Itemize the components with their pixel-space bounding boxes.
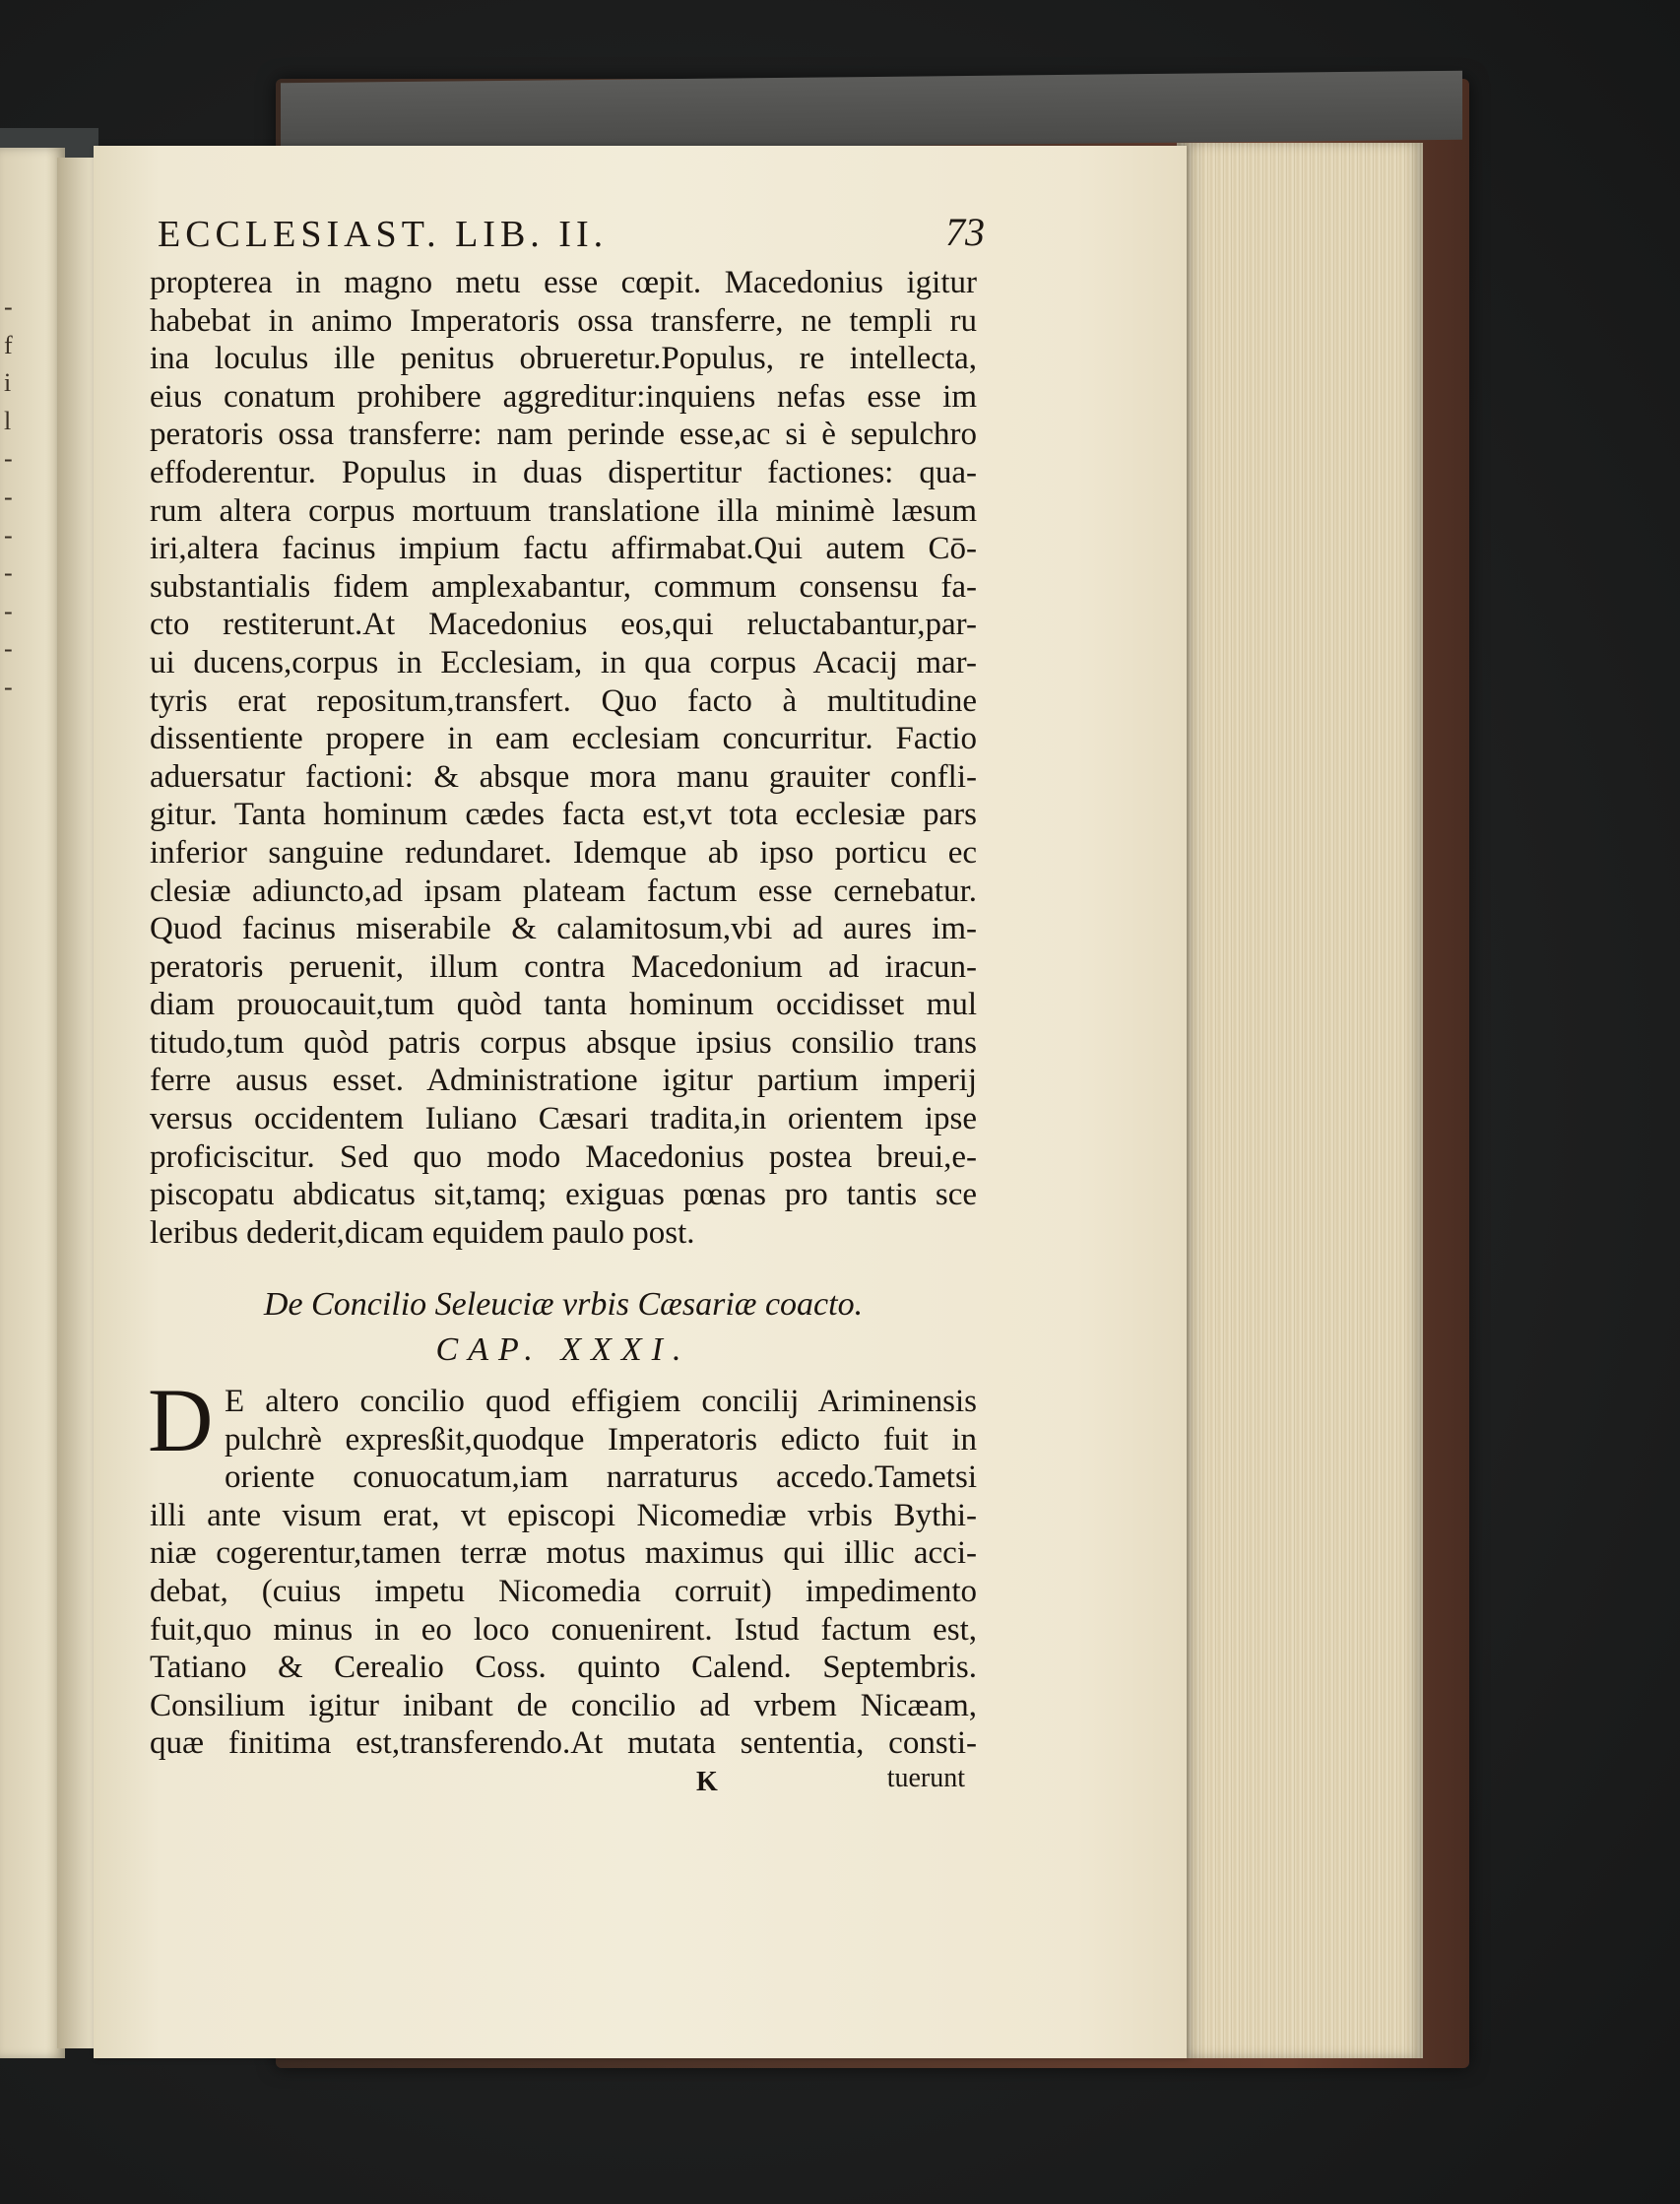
page-number: 73: [945, 210, 985, 254]
fore-edge-page-block: [1177, 143, 1423, 2058]
text-line: tyris erat repositum,transfert. Quo facto à multitudine: [150, 682, 977, 719]
running-head-title: ECCLESIAST. LIB. II.: [158, 214, 609, 255]
text-line: proficiscitur. Sed quo modo Macedonius postea breui,e-: [150, 1138, 977, 1175]
left-mark: i: [4, 368, 12, 398]
running-head: [158, 210, 985, 256]
left-mark: -: [4, 634, 13, 664]
cover-top-edge: [281, 71, 1462, 153]
catchline: [150, 1763, 977, 1802]
signature-mark: K: [696, 1767, 718, 1797]
text-line: inferior sanguine redundaret. Idemque ab ipso porticu ec: [150, 834, 977, 871]
text-line: Tatiano & Cerealio Coss. quinto Calend. Septembris.: [150, 1650, 977, 1686]
text-line: iri,altera facinus impium factu affirmabat.Qui autem Cō-: [150, 531, 977, 567]
drop-cap: D: [148, 1370, 214, 1470]
text-line: cto restiterunt.At Macedonius eos,qui reluctabantur,par-: [150, 607, 977, 643]
text-line: leribus dederit,dicam equidem paulo post.: [150, 1214, 695, 1251]
text-line: clesiæ adiuncto,ad ipsam plateam factum esse cernebatur.: [150, 873, 977, 909]
text-line: diam prouocauit,tum quòd tanta hominum occidisset mul: [150, 987, 977, 1023]
text-line: oriente conuocatum,iam narraturus accedo.Tametsi: [225, 1459, 977, 1496]
left-page-marks: [4, 286, 24, 704]
text-line: piscopatu abdicatus sit,tamq; exiguas pœnas pro tantis sce: [150, 1177, 977, 1213]
left-mark: -: [4, 520, 13, 550]
left-mark: -: [4, 292, 13, 321]
paragraph-1: [150, 264, 977, 1252]
text-line: Quod facinus miserabile & calamitosum,vbi ad aures im-: [150, 911, 977, 947]
bleed-through-mark: [1187, 236, 1285, 305]
text-line: gitur. Tanta hominum cædes facta est,vt tota ecclesiæ pars: [150, 797, 977, 833]
left-mark: -: [4, 444, 13, 474]
text-line: debat, (cuius impetu Nicomedia corruit) impedimento: [150, 1573, 977, 1609]
text-line: ferre ausus esset. Administratione igitur partium imperij: [150, 1063, 977, 1099]
text-line: aduersatur factioni: & absque mora manu grauiter confli-: [150, 758, 977, 795]
text-line: peratoris peruenit, illum contra Macedonium ad iracun-: [150, 948, 977, 985]
text-line: substantialis fidem amplexabantur, commum consensu fa-: [150, 568, 977, 605]
text-line: peratoris ossa transferre: nam perinde esse,ac si è sepulchro: [150, 417, 977, 453]
chapter-number: CAP. XXXI.: [435, 1331, 691, 1368]
chapter-heading: De Concilio Seleuciæ vrbis Cæsariæ coacto.: [263, 1286, 864, 1323]
text-line: illi ante visum erat, vt episcopi Nicomediæ vrbis Bythi-: [150, 1497, 977, 1533]
text-line: rum altera corpus mortuum translatione illa minimè læsum: [150, 492, 977, 529]
text-line: habebat in animo Imperatoris ossa transferre, ne templi ru: [150, 302, 977, 339]
text-line: eius conatum prohibere aggreditur:inquiens nefas esse im: [150, 378, 977, 415]
gutter: [57, 158, 97, 2048]
text-line: dissentiente propere in eam ecclesiam concurritur. Factio: [150, 721, 977, 757]
text-line: effoderentur. Populus in duas dispertitur factiones: qua-: [150, 454, 977, 490]
left-mark: -: [4, 672, 13, 701]
text-line: propterea in magno metu esse cœpit. Macedonius igitur: [150, 265, 977, 300]
left-mark: -: [4, 558, 13, 588]
text-line: quæ finitima est,transferendo.At mutata sententia, consti-: [150, 1725, 977, 1762]
text-line: versus occidentem Iuliano Cæsari tradita,in orientem ipse: [150, 1101, 977, 1137]
left-mark: l: [4, 406, 12, 435]
text-line: ina loculus ille penitus obrueretur.Populus, re intellecta,: [150, 341, 977, 377]
text-line: pulchrè expresßit,quodque Imperatoris edicto fuit in: [225, 1421, 977, 1458]
text-line: fuit,quo minus in eo loco conuenirent. Istud factum est,: [150, 1611, 977, 1648]
text-line: titudo,tum quòd patris corpus absque ipsius consilio trans: [150, 1024, 977, 1061]
left-mark: f: [4, 330, 13, 359]
catchword: tuerunt: [886, 1763, 965, 1793]
text-line: ui ducens,corpus in Ecclesiam, in qua corpus Acacij mar-: [150, 644, 977, 681]
left-mark: -: [4, 482, 13, 511]
text-line: E altero concilio quod effigiem concilij Ariminensis: [225, 1384, 977, 1419]
text-line: niæ cogerentur,tamen terræ motus maximus qui illic acci-: [150, 1535, 977, 1572]
left-mark: -: [4, 596, 13, 625]
text-line: Consilium igitur inibant de concilio ad vrbem Nicæam,: [150, 1687, 977, 1723]
paragraph-2: [150, 1383, 977, 1763]
